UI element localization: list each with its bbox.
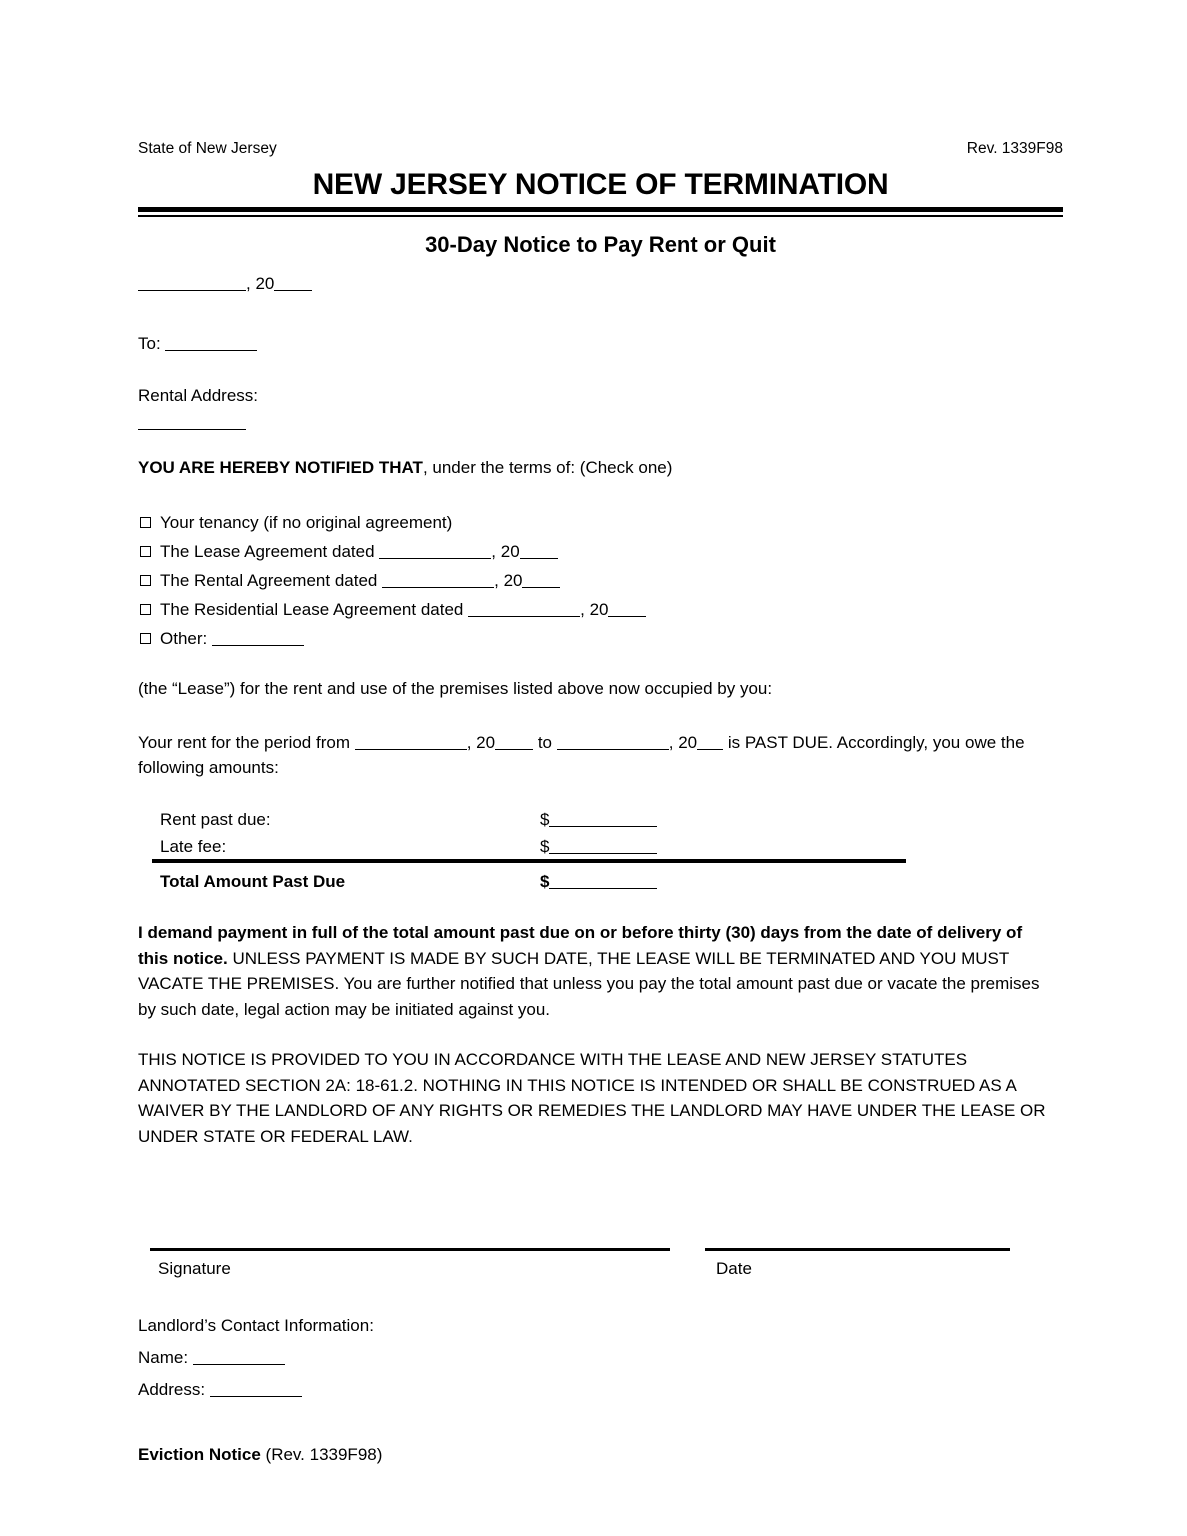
rental-address-label: Rental Address: — [138, 386, 259, 405]
rental-address-blank-field[interactable] — [138, 414, 246, 430]
rent-period-part2: to — [537, 733, 553, 752]
contact-address-row — [138, 1374, 374, 1406]
residential-date-blank-field[interactable] — [468, 601, 580, 617]
other-blank-field[interactable] — [212, 630, 304, 646]
demand-paragraph — [138, 920, 1053, 1022]
amounts-total-rule — [152, 859, 906, 863]
rental-year-blank-field[interactable] — [522, 572, 560, 588]
date-line-rule[interactable] — [705, 1248, 1010, 1251]
checklist-item-tenancy[interactable] — [140, 508, 646, 537]
checklist-item-label: The Residential Lease Agreement dated — [160, 600, 464, 619]
contact-name-label: Name: — [138, 1348, 189, 1367]
header-rule-thin — [138, 215, 1063, 217]
checklist-item-residential-lease-agreement[interactable]: The Residential Lease Agreement dated , 20 — [140, 595, 646, 624]
checkbox-icon[interactable] — [140, 633, 151, 644]
state-label: State of New Jersey — [138, 140, 277, 157]
page-subtitle: 30-Day Notice to Pay Rent or Quit — [425, 232, 776, 257]
header-rule-thick — [138, 207, 1063, 212]
notified-rest: , under the terms of: (Check one) — [422, 458, 673, 477]
date-blank-field[interactable] — [138, 275, 246, 291]
lease-year-prefix: 20 — [500, 542, 520, 561]
late-fee-blank-field[interactable] — [549, 838, 657, 854]
amounts-table — [138, 806, 1063, 895]
rental-date-blank-field[interactable] — [382, 572, 494, 588]
lease-date-blank-field[interactable] — [379, 543, 491, 559]
document-sheet — [138, 0, 1063, 1536]
demand-normal-part: UNLESS PAYMENT IS MADE BY SUCH DATE, THE LEASE WILL BE TERMINATED AND YOU MUST VACATE THE PREMISES. You are further notified that unless you pay the total amount past due or vacate the premises by such date, legal action may be initiated against you. — [138, 948, 1040, 1019]
contact-name-row — [138, 1342, 374, 1374]
currency-symbol: $ — [540, 837, 550, 856]
checklist-item-rental-agreement[interactable]: The Rental Agreement dated , 20 — [140, 566, 646, 595]
contact-address-blank-field[interactable] — [210, 1381, 302, 1397]
rent-period-part3: is PAST DUE. Accordingly, you owe the following amounts: — [138, 733, 1025, 777]
signature-label: Signature — [158, 1259, 231, 1278]
checklist-item-lease-agreement[interactable]: The Lease Agreement dated , 20 — [140, 537, 646, 566]
table-row — [138, 833, 1063, 860]
page-title: NEW JERSEY NOTICE OF TERMINATION — [312, 168, 889, 201]
contact-name-blank-field[interactable] — [193, 1349, 285, 1365]
rent-period-paragraph — [138, 730, 1053, 780]
contact-address-label: Address: — [138, 1380, 206, 1399]
date-label: Date — [716, 1259, 752, 1278]
lease-definition-paragraph: (the “Lease”) for the rent and use of the premises listed above now occupied by you: — [138, 679, 773, 698]
rent-year2: , 20 — [668, 733, 698, 752]
rent-past-due-blank-field[interactable] — [549, 811, 657, 827]
amount-label: Late fee: — [160, 837, 227, 856]
statute-paragraph: THIS NOTICE IS PROVIDED TO YOU IN ACCORDANCE WITH THE LEASE AND NEW JERSEY STATUTES ANNOTATED SECTION 2A: 18-61.2. NOTHING IN THIS NOTICE IS INTENDED OR SHALL BE CONSTRUED AS A WAIVER BY THE LANDLORD OF ANY RIGHTS OR REMEDIES THE LANDLORD MAY HAVE UNDER THE LEASE OR UNDER STATE OR FEDERAL LAW. — [138, 1050, 1046, 1146]
rent-to-year-blank-field[interactable] — [697, 734, 723, 750]
amount-value — [540, 868, 657, 895]
currency-symbol: $ — [540, 872, 550, 891]
rent-year1: , 20 — [466, 733, 496, 752]
notified-statement — [138, 455, 1063, 480]
rent-period-part1: Your rent for the period from — [138, 733, 350, 752]
contact-heading: Landlord’s Contact Information: — [138, 1316, 374, 1335]
amount-label: Rent past due: — [160, 810, 271, 829]
rent-from-blank-field[interactable] — [355, 734, 467, 750]
demand-bold-part: I demand payment in full of the total amount past due on or before thirty (30) days from the date of delivery of this notice. — [138, 923, 1023, 968]
currency-symbol: $ — [540, 810, 550, 829]
checkbox-icon[interactable] — [140, 604, 151, 615]
signature-line[interactable] — [150, 1248, 670, 1251]
checkbox-icon[interactable] — [140, 575, 151, 586]
date-year-blank-field[interactable] — [274, 275, 312, 291]
amount-label: Total Amount Past Due — [160, 872, 346, 891]
table-row — [138, 806, 1063, 833]
landlord-contact-block — [138, 1310, 374, 1406]
amount-value — [540, 806, 657, 833]
revision-label: Rev. 1339F98 — [966, 140, 1063, 157]
notice-date-line: , 20 — [138, 271, 312, 296]
residential-year-blank-field[interactable] — [608, 601, 646, 617]
table-row-total — [138, 868, 1063, 895]
footer-normal: (Rev. 1339F98) — [260, 1445, 383, 1464]
agreement-checklist — [140, 508, 646, 653]
total-past-due-blank-field[interactable] — [549, 873, 657, 889]
checklist-item-label: The Lease Agreement dated — [160, 542, 375, 561]
document-header — [138, 140, 1063, 159]
rent-from-year-blank-field[interactable] — [495, 734, 533, 750]
rental-address-field-row — [138, 410, 246, 435]
amount-value — [540, 833, 657, 860]
residential-year-prefix: 20 — [589, 600, 609, 619]
rent-to-blank-field[interactable] — [557, 734, 669, 750]
checkbox-icon[interactable] — [140, 546, 151, 557]
lease-year-blank-field[interactable] — [520, 543, 558, 559]
checklist-item-label: Other: — [160, 629, 208, 648]
notified-bold-lead: YOU ARE HEREBY NOTIFIED THAT — [138, 458, 423, 477]
checklist-item-label: The Rental Agreement dated — [160, 571, 378, 590]
checkbox-icon[interactable] — [140, 517, 151, 528]
recipient-line — [138, 331, 257, 356]
date-year-prefix: 20 — [255, 274, 275, 293]
checklist-item-label: Your tenancy (if no original agreement) — [160, 513, 453, 532]
recipient-blank-field[interactable] — [165, 335, 257, 351]
document-footer — [138, 1445, 382, 1465]
checklist-item-other[interactable] — [140, 624, 646, 653]
rental-year-prefix: 20 — [503, 571, 523, 590]
footer-bold: Eviction Notice — [138, 1445, 261, 1464]
to-label: To: — [138, 334, 161, 353]
